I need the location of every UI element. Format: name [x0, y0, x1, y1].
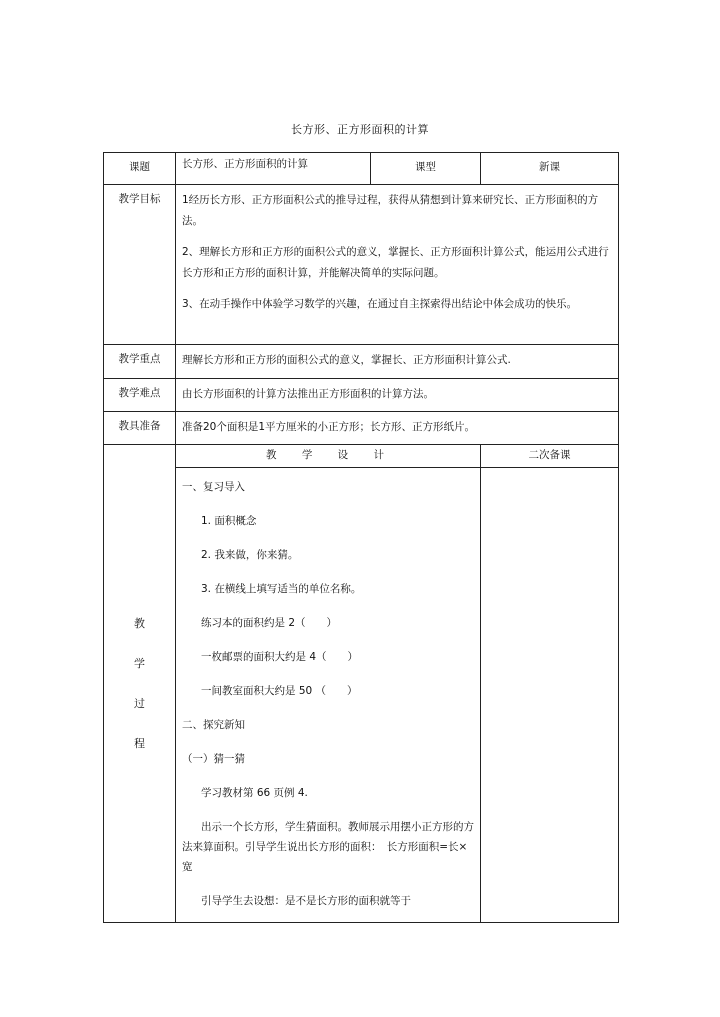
materials-label: 教具准备 — [104, 412, 176, 445]
difficulties-label: 教学难点 — [104, 379, 176, 412]
design-line: 一间教室面积大约是 50 （ ） — [201, 685, 358, 697]
design-header: 教 学 设 计 — [176, 445, 481, 468]
process-label-char: 程 — [134, 736, 145, 750]
objectives-row — [104, 185, 619, 345]
objective-item: 1经历长方形、正方形面积公式的推导过程，获得从猜想到计算来研究长、正方形面积的方法。 — [182, 194, 599, 227]
process-label-char: 教 — [134, 616, 145, 630]
design-line: 练习本的面积约是 2（ ） — [201, 617, 338, 629]
materials-value: 准备20个面积是1平方厘米的小正方形；长方形、正方形纸片。 — [176, 412, 619, 445]
topic-label: 课题 — [104, 153, 176, 185]
design-line: 引导学生去设想：是不是长方形的面积就等于 — [201, 895, 411, 907]
design-line: 3. 在横线上填写适当的单位名称。 — [201, 583, 362, 595]
backup-header: 二次备课 — [481, 445, 619, 468]
type-value: 新课 — [481, 153, 619, 185]
type-label: 课型 — [371, 153, 481, 185]
process-header-row — [104, 445, 619, 468]
lesson-plan-table — [103, 152, 619, 923]
process-body-row — [104, 468, 619, 923]
design-line: 2. 我来做，你来猜。 — [201, 549, 299, 561]
objective-item: 3、在动手操作中体验学习数学的兴趣，在通过自主探索得出结论中体会成功的快乐。 — [182, 298, 578, 310]
design-line: 学习教材第 66 页例 4. — [201, 787, 308, 799]
difficulties-value: 由长方形面积的计算方法推出正方形面积的计算方法。 — [176, 379, 619, 412]
process-label-char: 过 — [134, 696, 145, 710]
materials-row — [104, 412, 619, 445]
page-title: 长方形、正方形面积的计算 — [291, 123, 429, 136]
topic-value: 长方形、正方形面积的计算 — [176, 153, 371, 185]
design-line: （一）猜一猜 — [182, 753, 245, 765]
difficulties-row — [104, 379, 619, 412]
topic-row — [104, 153, 619, 185]
process-label — [104, 445, 176, 923]
design-line: 一、复习导入 — [182, 481, 245, 493]
process-label-char: 学 — [134, 656, 145, 670]
key-points-label: 教学重点 — [104, 345, 176, 379]
design-line: 一枚邮票的面积大约是 4（ ） — [201, 651, 359, 663]
design-content — [176, 468, 481, 923]
objective-item: 2、理解长方形和正方形的面积公式的意义，掌握长、正方形面积计算公式，能运用公式进行长方形和正方形的面积计算，并能解决简单的实际问题。 — [182, 246, 609, 279]
design-line: 1. 面积概念 — [201, 515, 257, 527]
design-line: 二、探究新知 — [182, 719, 245, 731]
backup-content — [481, 468, 619, 923]
objectives-label: 教学目标 — [104, 185, 176, 345]
design-line: 出示一个长方形，学生猜面积。教师展示用摆小正方形的方法来算面积。引导学生说出长方形的面积： 长方形面积=长×宽 — [182, 821, 474, 873]
objectives-content — [176, 185, 619, 345]
key-points-value: 理解长方形和正方形的面积公式的意义，掌握长、正方形面积计算公式. — [176, 345, 619, 379]
key-points-row — [104, 345, 619, 379]
